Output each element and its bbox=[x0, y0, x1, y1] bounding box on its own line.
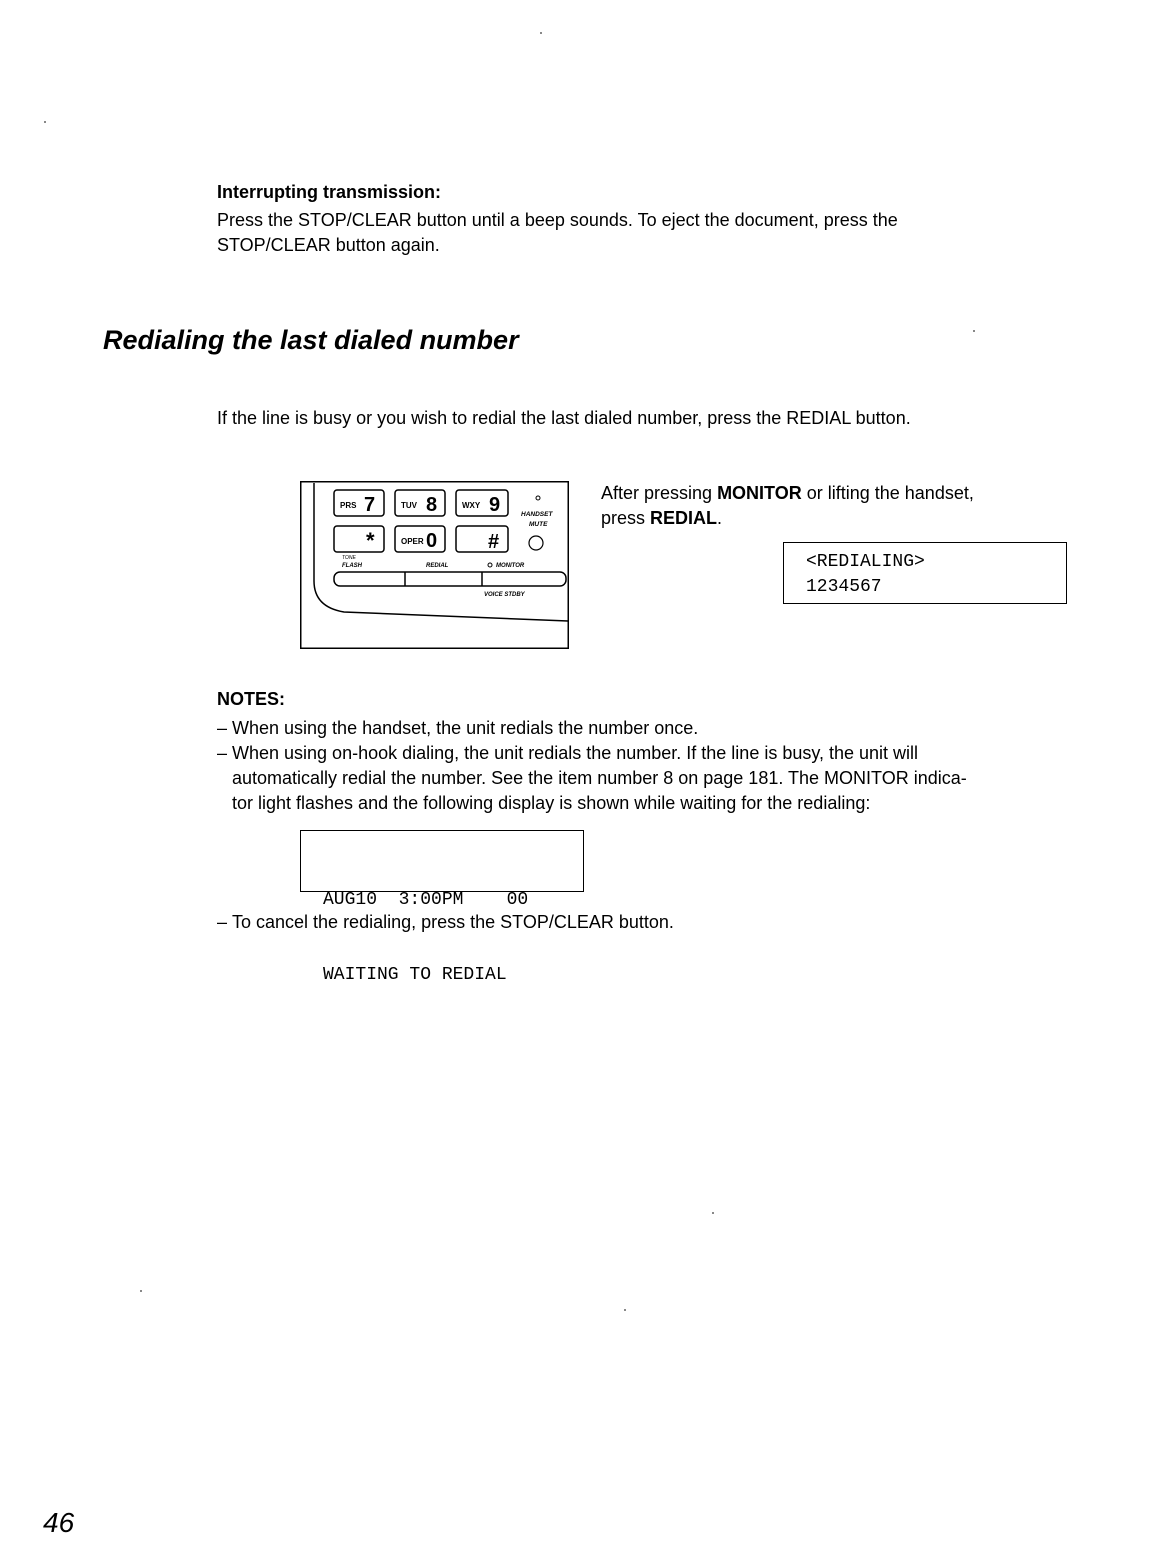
key-star bbox=[334, 526, 384, 553]
intro-paragraph: If the line is busy or you wish to redial the last dialed number, press the REDIAL button. bbox=[217, 408, 911, 428]
key-8 bbox=[395, 490, 445, 516]
note-item-continued: tor light flashes and the following display is shown while waiting for the redialing: bbox=[232, 793, 871, 813]
voice-standby-label: VOICE STDBY bbox=[484, 592, 525, 598]
key-9 bbox=[456, 490, 508, 516]
note-item: – When using the handset, the unit redials the number once. bbox=[217, 718, 699, 738]
key-digit: 0 bbox=[426, 530, 438, 552]
scan-speck bbox=[973, 330, 975, 332]
page-number: 46 bbox=[43, 1507, 75, 1538]
section-title: Redialing the last dialed number bbox=[103, 325, 519, 355]
scan-speck bbox=[712, 1212, 714, 1214]
section-subheading: Interrupting transmission: bbox=[217, 182, 442, 202]
tone-label: TONE bbox=[342, 555, 356, 561]
paragraph-line: Press the STOP/CLEAR button until a beep sounds. To eject the document, press the bbox=[217, 210, 898, 230]
redialing-display bbox=[783, 542, 1067, 604]
key-digit: 9 bbox=[489, 494, 501, 516]
display-line-1: AUG10 3:00PM 00 bbox=[323, 890, 529, 910]
display-line-2: 1234567 bbox=[806, 577, 882, 597]
key-letters: OPER bbox=[401, 537, 424, 546]
scan-speck bbox=[540, 32, 542, 34]
key-letters: TUV bbox=[401, 501, 417, 510]
flash-label: FLASH bbox=[342, 563, 362, 569]
note-item-continued: automatically redial the number. See the item number 8 on page 181. The MONITOR indica- bbox=[232, 768, 967, 788]
instruction-line-2: press REDIAL. bbox=[601, 508, 723, 528]
note-item: – When using on-hook dialing, the unit redials the number. If the line is busy, the unit will bbox=[217, 743, 919, 763]
display-line-2: WAITING TO REDIAL bbox=[323, 965, 507, 985]
key-7 bbox=[334, 490, 384, 516]
instruction-line-1: After pressing MONITOR or lifting the handset, bbox=[601, 483, 974, 503]
key-digit: * bbox=[366, 528, 375, 553]
key-digit: 8 bbox=[426, 494, 438, 516]
paragraph-line: STOP/CLEAR button again. bbox=[217, 235, 440, 255]
mute-button-icon bbox=[529, 536, 543, 550]
keypad-svg bbox=[300, 481, 569, 649]
key-letters: PRS bbox=[340, 501, 357, 510]
scan-speck bbox=[140, 1290, 142, 1292]
display-line-1: <REDIALING> bbox=[806, 552, 925, 572]
monitor-label: MONITOR bbox=[496, 563, 525, 569]
function-button-bar bbox=[334, 572, 566, 586]
key-letters: WXY bbox=[462, 501, 481, 510]
key-digit: 7 bbox=[364, 494, 376, 516]
note-item: – To cancel the redialing, press the STOP/CLEAR button. bbox=[217, 912, 674, 932]
redial-label: REDIAL bbox=[426, 563, 449, 569]
redial-term: REDIAL bbox=[650, 508, 718, 528]
monitor-term: MONITOR bbox=[717, 483, 802, 503]
scan-speck bbox=[44, 121, 46, 123]
mute-label: MUTE bbox=[529, 521, 548, 528]
handset-label: HANDSET bbox=[521, 511, 553, 518]
key-hash bbox=[456, 526, 508, 553]
keypad-illustration bbox=[300, 481, 569, 649]
key-digit: # bbox=[488, 531, 500, 553]
notes-title: NOTES: bbox=[217, 689, 286, 709]
scan-speck bbox=[624, 1309, 626, 1311]
key-0 bbox=[395, 526, 445, 552]
